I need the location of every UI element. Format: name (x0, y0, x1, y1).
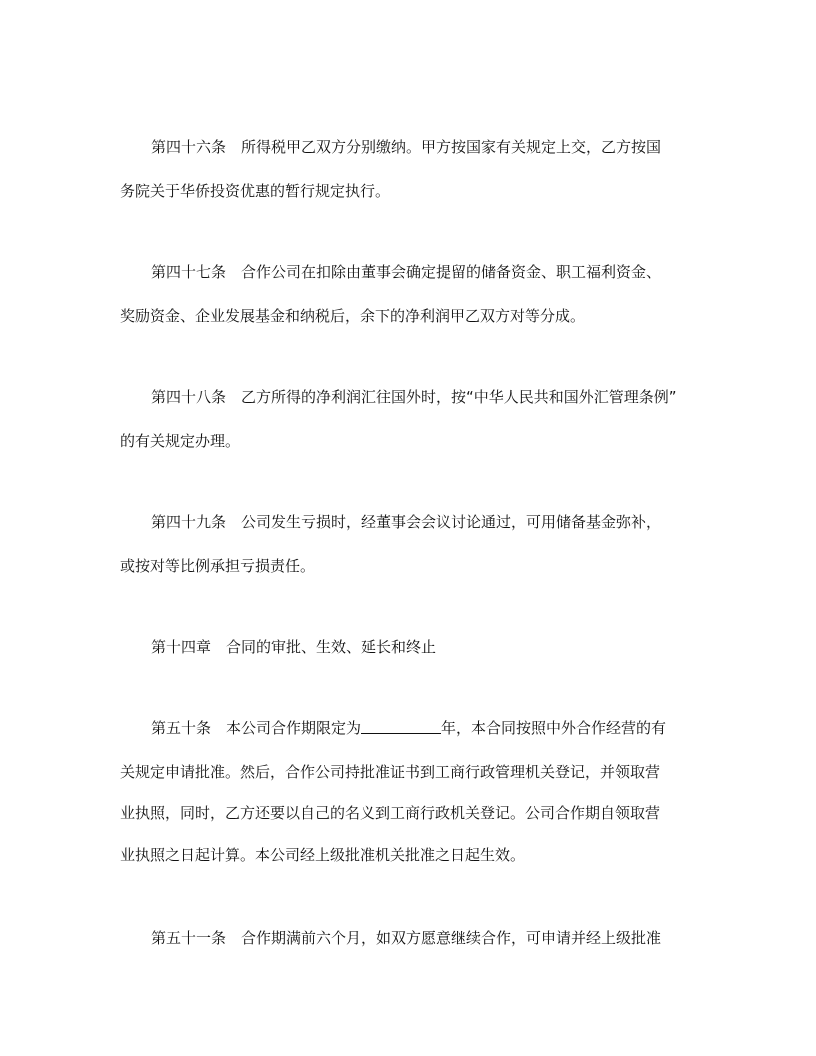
article-50-line-3: 业执照，同时，乙方还要以自己的名义到工商行政机关登记。公司合作期自领取营 (120, 804, 661, 822)
article-50-line-2: 关规定申请批准。然后，合作公司持批准证书到工商行政管理机关登记，并领取营 (120, 763, 661, 781)
article-50-text-after-blank: 年，本合同按照中外合作经营的有 (441, 719, 667, 737)
article-49-line-1: 第四十九条 公司发生亏损时，经董事会会议讨论通过，可用储备基金弥补， (151, 513, 662, 531)
article-50-text-before-blank: 第五十条 本公司合作期限定为 (151, 719, 362, 737)
article-50-line-4: 业执照之日起计算。本公司经上级批准机关批准之日起生效。 (120, 846, 526, 864)
article-47-line-2: 奖励资金、企业发展基金和纳税后，余下的净利润甲乙双方对等分成。 (120, 307, 586, 325)
article-46-line-2: 务院关于华侨投资优惠的暂行规定执行。 (120, 182, 391, 200)
article-50-line-1 (151, 718, 666, 738)
article-48-line-2: 的有关规定办理。 (120, 432, 241, 450)
term-blank-line (361, 719, 441, 734)
article-49-line-2: 或按对等比例承担亏损责任。 (120, 557, 316, 575)
article-46-line-1: 第四十六条 所得税甲乙双方分别缴纳。甲方按国家有关规定上交，乙方按国 (151, 138, 662, 156)
chapter-14-heading: 第十四章 合同的审批、生效、延长和终止 (151, 638, 437, 656)
article-51-line-1: 第五十一条 合作期满前六个月，如双方愿意继续合作，可申请并经上级批准 (151, 929, 662, 947)
article-47-line-1: 第四十七条 合作公司在扣除由董事会确定提留的储备资金、职工福利资金、 (151, 263, 662, 281)
article-48-line-1: 第四十八条 乙方所得的净利润汇往国外时，按“中华人民共和国外汇管理条例” (151, 388, 677, 406)
